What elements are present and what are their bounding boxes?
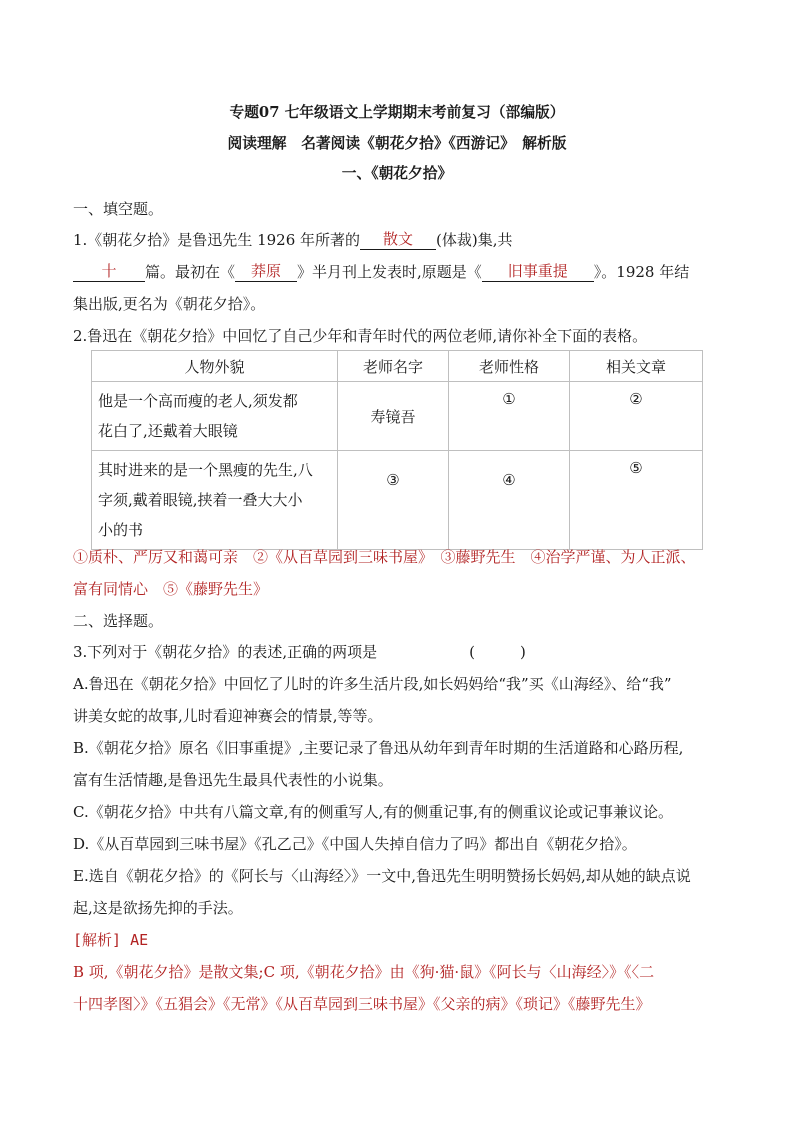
option-d: D.《从百草园到三味书屋》《孔乙己》《中国人失掉自信力了吗》都出自《朝花夕拾》。 xyxy=(73,835,637,853)
teacher-trait-cell: ① xyxy=(449,382,570,451)
option-c: C.《朝花夕拾》中共有八篇文章,有的侧重写人,有的侧重记事,有的侧重议论或记事兼议论。 xyxy=(73,803,674,821)
answer-blank-original-title: 旧事重提 xyxy=(482,262,594,282)
question-2-stem: 2.鲁迅在《朝花夕拾》中回忆了自己少年和青年时代的两位老师,请你补全下面的表格。 xyxy=(73,327,648,345)
table-header-row xyxy=(92,351,703,382)
table-row xyxy=(92,382,703,451)
analysis-line1: B 项,《朝花夕拾》是散文集;C 项,《朝花夕拾》由《狗·猫·鼠》《阿长与〈山海经〉》《〈二 xyxy=(73,963,655,981)
table-header: 老师名字 xyxy=(338,351,449,382)
doc-subtitle: 阅读理解 名著阅读《朝花夕拾》《西游记》 解析版 xyxy=(227,135,567,152)
option-a-line1: A.鲁迅在《朝花夕拾》中回忆了儿时的许多生活片段,如长妈妈给“我”买《山海经》、给“我” xyxy=(73,675,672,693)
option-e-line2: 起,这是欲扬先抑的手法。 xyxy=(73,899,243,917)
answer-paren: ( ) xyxy=(469,643,526,661)
option-b-line2: 富有生活情趣,是鲁迅先生最具代表性的小说集。 xyxy=(73,771,393,789)
table-header: 老师性格 xyxy=(449,351,570,382)
answer-blank-genre: 散文 xyxy=(360,230,436,250)
section-title: 一、《朝花夕拾》 xyxy=(341,165,453,182)
appearance-cell: 其时进来的是一个黑瘦的先生,八 字须,戴着眼镜,挟着一叠大大小 小的书 xyxy=(92,451,338,550)
answer-blank-count: 十 xyxy=(73,262,145,282)
option-b-line1: B.《朝花夕拾》原名《旧事重提》,主要记录了鲁迅从幼年到青年时期的生活道路和心路历程, xyxy=(73,739,684,757)
answer-blank-journal: 莽原 xyxy=(235,262,297,282)
choice-heading: 二、选择题。 xyxy=(73,612,164,630)
doc-title: 专题07 七年级语文上学期期末考前复习（部编版） xyxy=(229,104,565,121)
related-article-cell: ② xyxy=(570,382,703,451)
option-a-line2: 讲美女蛇的故事,儿时看迎神赛会的情景,等等。 xyxy=(73,707,383,725)
teacher-name-cell: 寿镜吾 xyxy=(338,382,449,451)
analysis-line2: 十四孝图〉》《五猖会》《无常》《从百草园到三味书屋》《父亲的病》《琐记》《藤野先生》 xyxy=(73,995,651,1013)
teacher-table xyxy=(91,350,703,550)
related-article-cell: ⑤ xyxy=(570,451,703,550)
teacher-name-cell: ③ xyxy=(338,451,449,550)
question-1-line2: 十 篇。最初在《 莽原 》半月刊上发表时,原题是《 旧事重提 》。1928 年结 xyxy=(73,261,689,282)
question-3-stem: 3.下列对于《朝花夕拾》的表述,正确的两项是 ( ) xyxy=(73,643,526,661)
fill-blank-heading: 一、填空题。 xyxy=(73,200,164,218)
table-row xyxy=(92,451,703,550)
question-1-line3: 集出版,更名为《朝花夕拾》。 xyxy=(73,295,266,313)
teacher-trait-cell: ④ xyxy=(449,451,570,550)
table-answer-line1: ①质朴、严厉又和蔼可亲 ②《从百草园到三味书屋》 ③藤野先生 ④治学严谨、为人正派、 xyxy=(73,548,696,566)
option-e-line1: E.选自《朝花夕拾》的《阿长与〈山海经〉》一文中,鲁迅先生明明赞扬长妈妈,却从她的缺点说 xyxy=(73,867,691,885)
analysis-label: [解析] AE xyxy=(73,931,149,949)
table-header: 人物外貌 xyxy=(92,351,338,382)
appearance-cell: 他是一个高而瘦的老人,须发都 花白了,还戴着大眼镜 xyxy=(92,382,338,451)
question-1-line1: 1.《朝花夕拾》是鲁迅先生 1926 年所著的 散文 (体裁)集,共 xyxy=(73,230,513,249)
table-answer-line2: 富有同情心 ⑤《藤野先生》 xyxy=(73,580,269,598)
table-header: 相关文章 xyxy=(570,351,703,382)
